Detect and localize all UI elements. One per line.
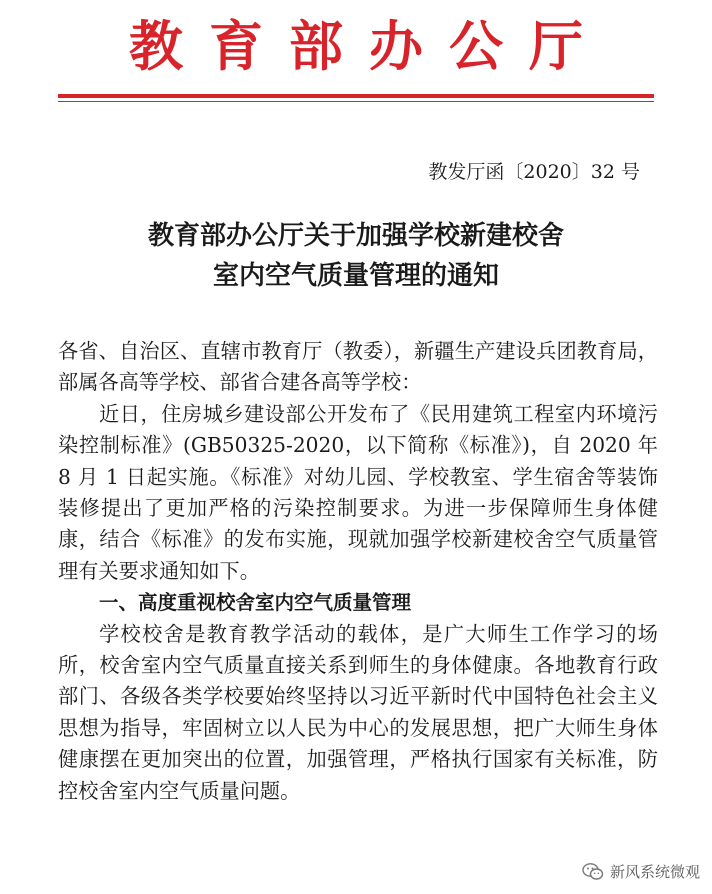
issuer-header: 教育部办公厅: [129, 14, 609, 78]
header-red-rule-thin: [58, 101, 654, 102]
wechat-icon: [582, 862, 604, 882]
paragraph-intro: 近日，住房城乡建设部公开发布了《民用建筑工程室内环境污染控制标准》(GB50325-2020，以下简称《标准》)，自 2020 年 8 月 1 日起实施。《标准》对幼儿园、学校教室、学生宿舍等装饰装修提出了更加严格的污染控制要求。为进一步保障师生身体健康，结合《标准》的发布实施，现就加强学校新建校舍空气质量管理有关要求通知如下。: [58, 401, 658, 583]
source-watermark: [578, 859, 704, 884]
paragraph-section-1: 学校校舍是教育教学活动的载体，是广大师生工作学习的场所，校舍室内空气质量直接关系到师生的身体健康。各地教育行政部门、各级各类学校要始终坚持以习近平新时代中国特色社会主义思想为指导，牢固树立以人民为中心的发展思想，把广大师生身体健康摆在更加突出的位置，加强管理，严格执行国家有关标准，防控校舍室内空气质量问题。: [58, 621, 658, 803]
document-body: [58, 336, 658, 807]
section-heading-1: 一、高度重视校舍室内空气质量管理: [99, 591, 412, 615]
watermark-label: 新风系统微观: [609, 863, 700, 881]
document-title: [0, 216, 712, 296]
document-number: 教发厅函〔2020〕32 号: [428, 161, 640, 183]
header-red-rule: [58, 94, 654, 98]
document-title-line-2: 室内空气质量管理的通知: [212, 261, 499, 291]
addressees: 各省、自治区、直辖市教育厅（教委），新疆生产建设兵团教育局，部属各高等学校、部省合建各高等学校：: [58, 339, 658, 395]
document-title-line-1: 教育部办公厅关于加强学校新建校舍: [147, 221, 564, 251]
